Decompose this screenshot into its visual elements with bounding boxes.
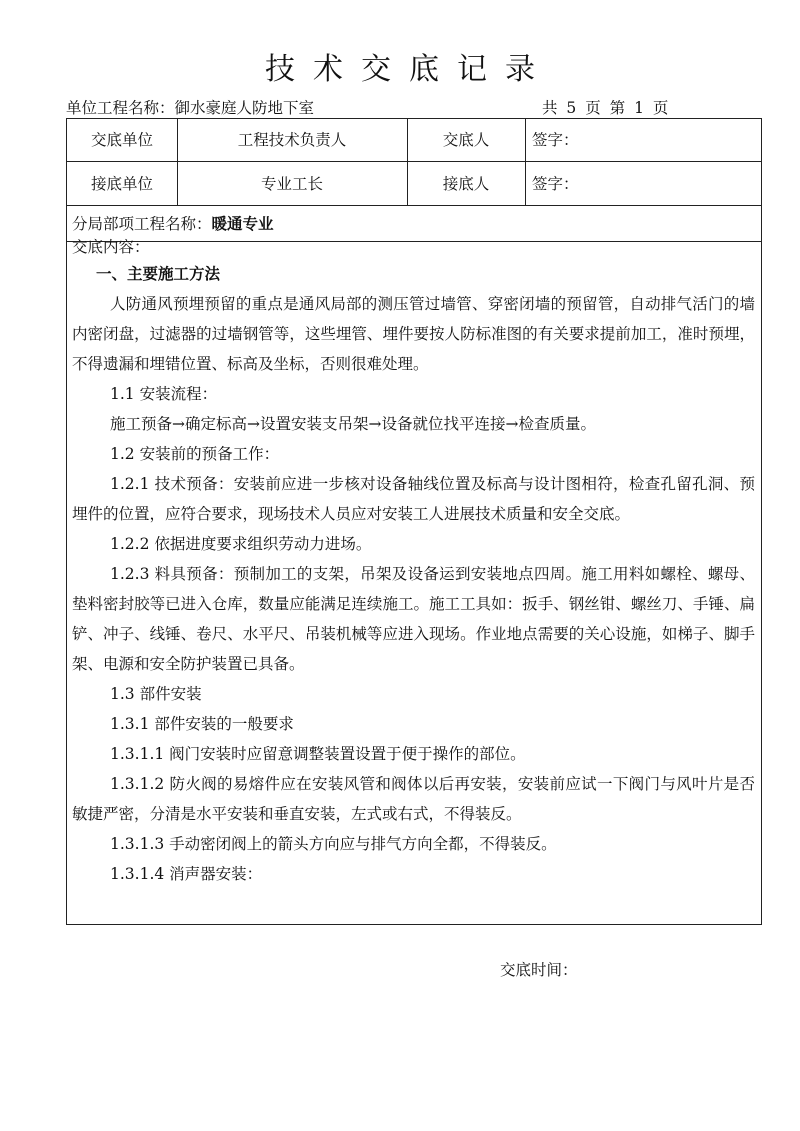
flow-text: 施工预备→确定标高→设置安装支吊架→设备就位找平连接→检查质量。: [110, 415, 596, 433]
handover-unit-label: 交底单位: [90, 131, 153, 149]
section-1-3-1-1: 1.3.1.1 阀门安装时应留意调整装置设置于便于操作的部位。: [110, 745, 526, 763]
receiving-signature-label: 签字：: [532, 175, 579, 193]
paragraph: 人防通风预埋预留的重点是通风局部的测压管过墙管、穿密闭墙的预留管，自动排气活门的墙内密闭盘，过滤器的过墙钢管等，这些埋管、埋件要按人防标准图的有关要求提前加工，准时预埋，不得遗漏和埋错位置、标高及坐标，否则很难处理。: [72, 295, 755, 373]
section-1-2-1: 1.2.1 技术预备：安装前应进一步核对设备轴线位置及标高与设计图相符，检查孔留孔洞、预埋件的位置，应符合要求，现场技术人员应对安装工人进展技术质量和安全交底。: [72, 475, 755, 523]
handover-signature-label: 签字：: [532, 131, 579, 149]
record-table: [66, 118, 762, 925]
row-divider: [67, 161, 761, 162]
page-info: 共 5 页 第 1 页: [542, 99, 669, 117]
section-1-3-1-3: 1.3.1.3 手动密闭阀上的箭头方向应与排气方向全都，不得装反。: [110, 835, 557, 853]
meta-row: [66, 96, 669, 118]
section-1-3-1: 1.3.1 部件安装的一般要求: [110, 715, 294, 733]
receiving-unit-label: 接底单位: [90, 175, 153, 193]
subproject-label: 分局部项工程名称：: [72, 215, 212, 233]
content-label: 交底内容：: [72, 238, 150, 256]
subproject-row: [72, 214, 274, 234]
receiving-unit-value: 专业工长: [260, 175, 323, 193]
handover-person-label: 交底人: [442, 131, 490, 149]
project-name: 单位工程名称：御水豪庭人防地下室: [66, 99, 315, 117]
document-title: 技术交底记录: [265, 52, 553, 87]
section-heading: 一、主要施工方法: [96, 264, 221, 283]
section-1-2: 1.2 安装前的预备工作：: [110, 445, 280, 463]
row-divider: [67, 205, 761, 206]
handover-time-label: 交底时间：: [500, 961, 578, 979]
section-1-3-1-4: 1.3.1.4 消声器安装：: [110, 865, 263, 883]
section-1-2-3: 1.2.3 料具预备：预制加工的支架，吊架及设备运到安装地点四周。施工用料如螺栓、螺母、垫料密封胶等已进入仓库，数量应能满足连续施工。施工工具如：扳手、钢丝钳、螺丝刀、手锤、扁铲、冲子、线锤、卷尺、水平尺、吊装机械等应进入现场。作业地点需要的关心设施，如梯子、脚手架、电源和安全防护装置已具备。: [72, 565, 755, 673]
handover-unit-value: 工程技术负责人: [237, 131, 347, 149]
col-divider: [525, 119, 526, 205]
handover-content: [67, 235, 763, 889]
subproject-value: 暖通专业: [211, 214, 274, 233]
section-1-1: 1.1 安装流程：: [110, 385, 218, 403]
section-1-2-2: 1.2.2 依据进度要求组织劳动力进场。: [110, 535, 372, 553]
section-1-3-1-2: 1.3.1.2 防火阀的易熔件应在安装风管和阀体以后再安装，安装前应试一下阀门与风叶片是否敏捷严密，分清是水平安装和垂直安装，左式或右式，不得装反。: [72, 775, 755, 823]
receiving-person-label: 接底人: [442, 175, 490, 193]
section-1-3: 1.3 部件安装: [110, 685, 202, 703]
